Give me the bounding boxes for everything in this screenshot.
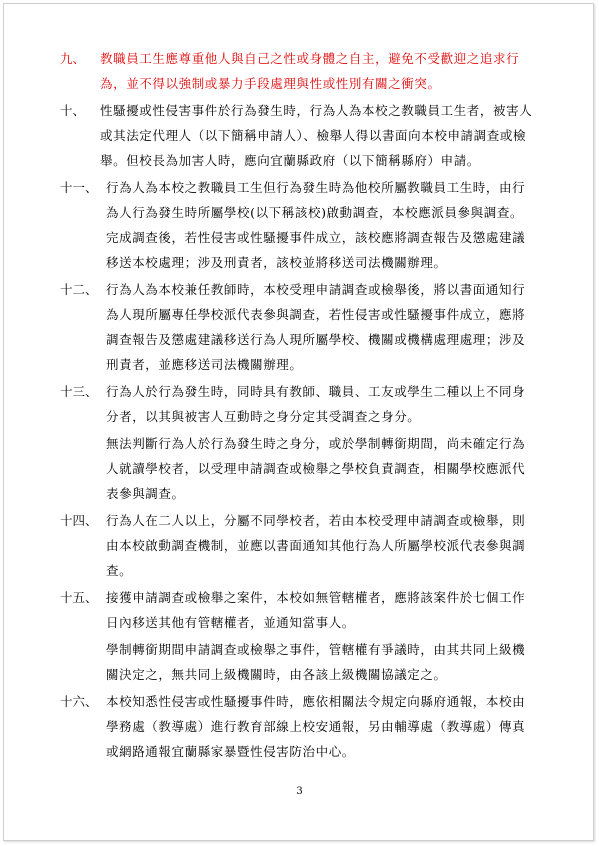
article-14 [60,508,560,583]
article-number: 十六、 [60,694,98,709]
article-10 [60,98,560,173]
paragraph [106,637,560,687]
text-line: 學制轉銜期間申請調查或檢舉之事件，管轄權有爭議時，由其共同上級機 [106,642,526,657]
article-number: 十、 [60,103,86,118]
text-line: 本校知悉性侵害或性騷擾事件時，應依相關法令規定向縣府通報，本校由 [106,694,526,709]
text-line: 完成調查後，若性侵害或性騷擾事件成立，該校應將調查報告及懲處建議 [106,230,526,245]
text-line: 由本校啟動調查機制，並應以書面通知其他行為人所屬學校派代表參與調 [106,538,526,553]
text-line: 關決定之，無共同上級機關時，由各該上級機關協議定之。 [106,667,447,682]
paragraph [106,585,560,635]
article-12 [60,277,560,377]
text-line: 或網路通報宜蘭縣家暴暨性侵害防治中心。 [106,744,355,759]
text-line: 表參與調查。 [106,486,185,501]
article-15 [60,585,560,687]
article-number: 十四、 [60,513,98,528]
paragraph [100,46,560,96]
paragraph [106,277,560,377]
text-line: 學務處（教導處）進行教育部線上校安通報，另由輔導處（教導處）傳真 [106,719,526,734]
article-9 [60,46,560,96]
article-number: 十三、 [60,384,98,399]
article-11 [60,175,560,275]
text-line: 接獲申請調查或檢舉之案件，本校如無管轄權者，應將該案件於七個工作 [106,590,526,605]
paragraph [106,175,560,275]
article-16 [60,689,560,764]
text-line: 行為人於行為發生時，同時具有教師、職員、工友或學生二種以上不同身 [106,384,526,399]
text-line: 查。 [106,563,133,578]
text-line: 舉。但校長為加害人時，應向宜蘭縣政府（以下簡稱縣府）申請。 [100,153,480,168]
paragraph [106,431,560,506]
page-number: 3 [296,786,303,797]
text-line: 移送本校處理；涉及刑責者，該校並將移送司法機關辦理。 [106,255,447,270]
article-number: 九、 [60,51,86,66]
text-line: 性騷擾或性侵害事件於行為發生時，行為人為本校之教職員工生者，被害人 [100,103,533,118]
document-body [60,46,560,766]
paragraph [106,508,560,583]
text-line: 刑責者，並應移送司法機關辦理。 [106,357,303,372]
text-line: 為人現所屬專任學校派代表參與調查，若性侵害或性騷擾事件成立，應將 [106,307,526,322]
text-line: 教職員工生應尊重他人與自己之性或身體之自主，避免不受歡迎之追求行 [100,51,520,66]
article-number: 十二、 [60,282,98,297]
text-line: 無法判斷行為人於行為發生時之身分，或於學制轉銜期間，尚未確定行為 [106,436,526,451]
text-line: 調查報告及懲處建議移送行為人現所屬學校、機關或機構處理處理；涉及 [106,332,526,347]
paragraph [106,379,560,429]
text-line: 人就讀學校者，以受理申請調查或檢舉之學校負責調查，相關學校應派代 [106,461,526,476]
article-13 [60,379,560,506]
text-line: 行為人在二人以上，分屬不同學校者，若由本校受理申請調查或檢舉，則 [106,513,526,528]
text-line: 為，並不得以強制或暴力手段處理與性或性別有關之衝突。 [100,76,441,91]
paragraph [100,98,560,173]
article-number: 十一、 [60,180,98,195]
article-number: 十五、 [60,590,98,605]
text-line: 為人行為發生時所屬學校(以下稱該校)啟動調查，本校應派員參與調查。 [106,205,524,220]
paragraph [106,689,560,764]
text-line: 行為人為本校之教職員工生但行為發生時為他校所屬教職員工生時，由行 [106,180,526,195]
text-line: 或其法定代理人（以下簡稱申請人）、檢舉人得以書面向本校申請調查或檢 [100,128,527,143]
text-line: 日內移送其他有管轄權者，並通知當事人。 [106,615,355,630]
text-line: 行為人為本校兼任教師時，本校受理申請調查或檢舉後，將以書面通知行 [106,282,526,297]
text-line: 分者，以其與被害人互動時之身分定其受調查之身分。 [106,409,421,424]
